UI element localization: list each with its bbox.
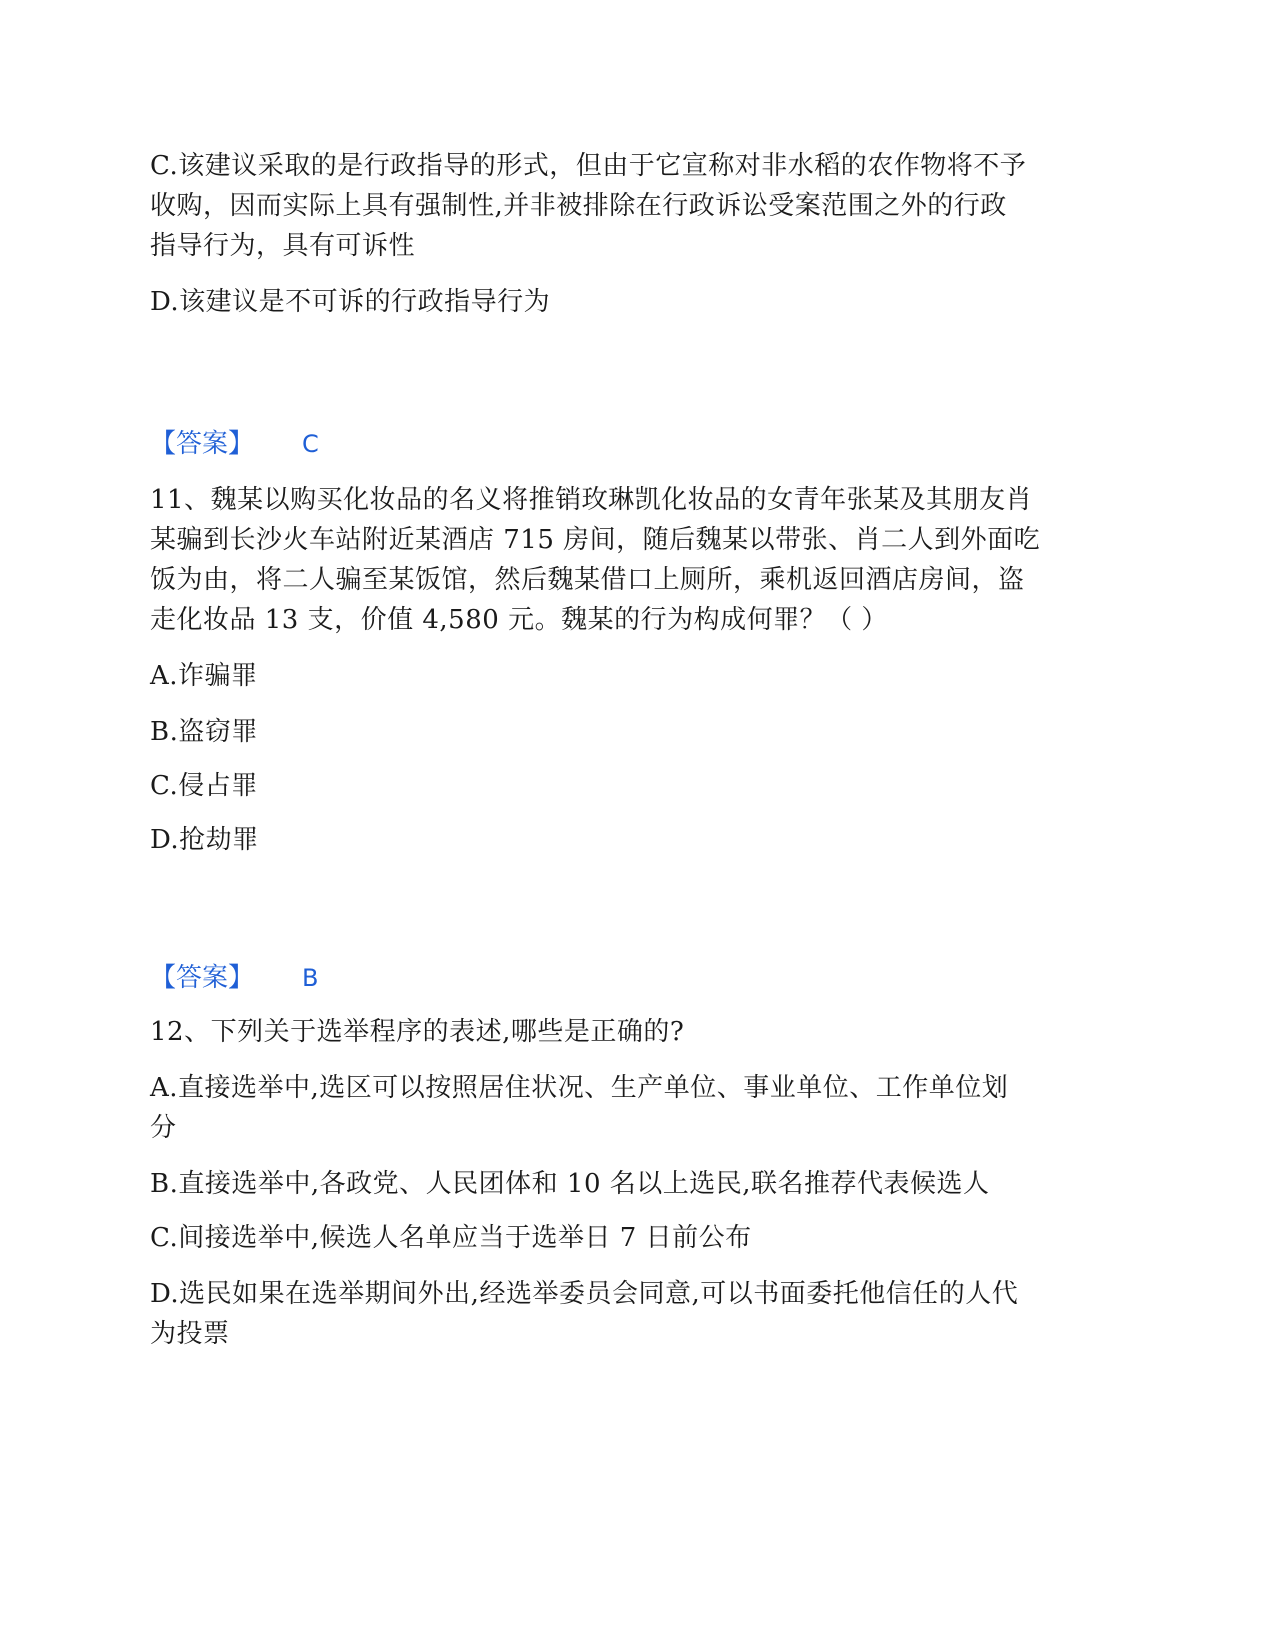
- answer-label: 【答案】: [150, 963, 255, 993]
- q10-answer: [150, 424, 319, 464]
- q10-option-d: D.该建议是不可诉的行政指导行为: [150, 287, 551, 317]
- q11-stem-line-4: 走化妆品 13 支，价值 4,580 元。魏某的行为构成何罪？（ ）: [150, 605, 888, 635]
- q12-option-c: C.间接选举中,候选人名单应当于选举日 7 日前公布: [150, 1223, 752, 1253]
- q10-option-c-line-3: 指导行为，具有可诉性: [150, 231, 416, 261]
- q12-option-a-line-1: A.直接选举中,选区可以按照居住状况、生产单位、事业单位、工作单位划: [150, 1073, 1009, 1103]
- q12-option-d-line-2: 为投票: [150, 1319, 230, 1349]
- q11-answer: [150, 958, 318, 998]
- q12-stem: 12、下列关于选举程序的表述,哪些是正确的?: [150, 1017, 685, 1047]
- q10-option-c-line-2: 收购，因而实际上具有强制性,并非被排除在行政诉讼受案范围之外的行政: [150, 191, 1007, 221]
- q11-stem-line-3: 饭为由，将二人骗至某饭馆，然后魏某借口上厕所，乘机返回酒店房间，盗: [150, 565, 1025, 595]
- q11-stem-line-2: 某骗到长沙火车站附近某酒店 715 房间，随后魏某以带张、肖二人到外面吃: [150, 525, 1041, 555]
- q11-option-c: C.侵占罪: [150, 771, 258, 801]
- q12-option-a-line-2: 分: [150, 1113, 177, 1143]
- answer-value: C: [302, 430, 319, 458]
- q11-stem-line-1: 11、魏某以购买化妆品的名义将推销玫琳凯化妆品的女青年张某及其朋友肖: [150, 485, 1033, 515]
- q11-option-b: B.盗窃罪: [150, 717, 258, 747]
- q12-option-d-line-1: D.选民如果在选举期间外出,经选举委员会同意,可以书面委托他信任的人代: [150, 1279, 1019, 1309]
- q11-option-a: A.诈骗罪: [150, 661, 258, 691]
- answer-value: B: [302, 964, 319, 992]
- q10-option-c-line-1: C.该建议采取的是行政指导的形式，但由于它宣称对非水稻的农作物将不予: [150, 151, 1027, 181]
- q11-option-d: D.抢劫罪: [150, 825, 259, 855]
- q12-option-b: B.直接选举中,各政党、人民团体和 10 名以上选民,联名推荐代表候选人: [150, 1169, 990, 1199]
- answer-label: 【答案】: [150, 429, 255, 459]
